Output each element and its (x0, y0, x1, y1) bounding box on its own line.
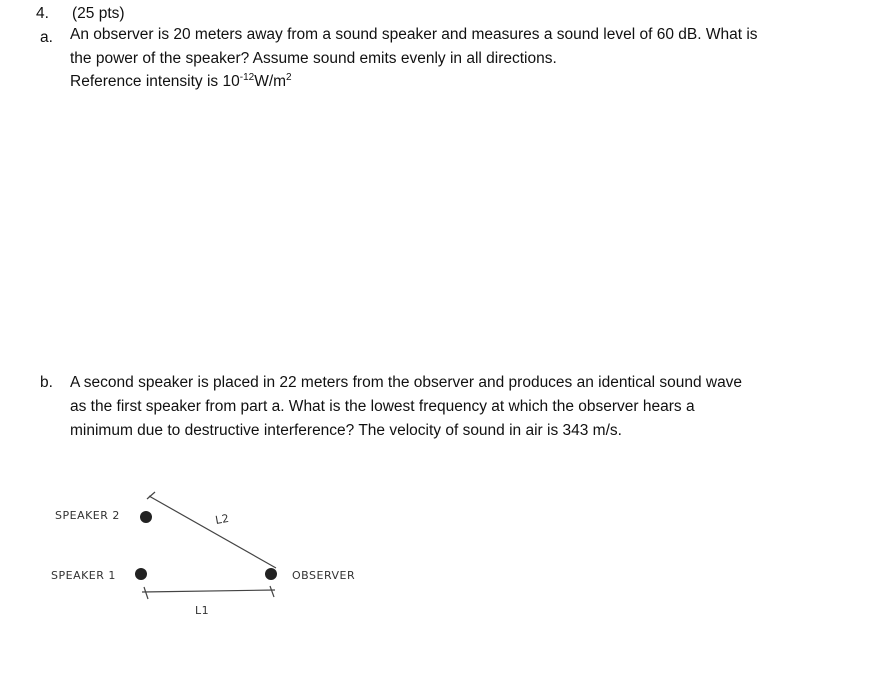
speaker2-dot (140, 511, 152, 523)
l1-label: L1 (195, 604, 210, 617)
part-b-label: b. (40, 374, 53, 391)
l1-line (142, 590, 275, 592)
observer-dot (265, 568, 277, 580)
part-b-line-3: minimum due to destructive interference? The velocity of sound in air is 343 m/s. (70, 422, 622, 439)
l2-line (149, 496, 276, 568)
speaker2-label: SPEAKER 2 (55, 509, 120, 522)
reference-intensity-unit-exponent: 2 (286, 72, 292, 83)
part-a-line-2: the power of the speaker? Assume sound emits evenly in all directions. (70, 50, 557, 67)
l1-start-tick (144, 587, 148, 599)
l2-start-tick (147, 492, 155, 499)
l1-end-tick (270, 586, 274, 597)
speaker1-dot (135, 568, 147, 580)
l2-label: L2 (214, 511, 231, 527)
part-a-line-1: An observer is 20 meters away from a sound speaker and measures a sound level of 60 dB. What is (70, 26, 758, 43)
part-b-line-1: A second speaker is placed in 22 meters from the observer and produces an identical sound wave (70, 374, 743, 391)
part-b-line-2: as the first speaker from part a. What is the lowest frequency at which the observer hears a (70, 398, 695, 415)
part-a-label: a. (40, 29, 53, 46)
reference-intensity-unit: W/m (254, 73, 287, 90)
speaker1-label: SPEAKER 1 (51, 569, 116, 582)
question-points: (25 pts) (72, 5, 125, 22)
question-number: 4. (36, 5, 49, 22)
observer-label: OBSERVER (292, 569, 356, 582)
reference-intensity-prefix: Reference intensity is 10 (70, 73, 240, 90)
reference-intensity-exponent: -12 (239, 72, 255, 83)
